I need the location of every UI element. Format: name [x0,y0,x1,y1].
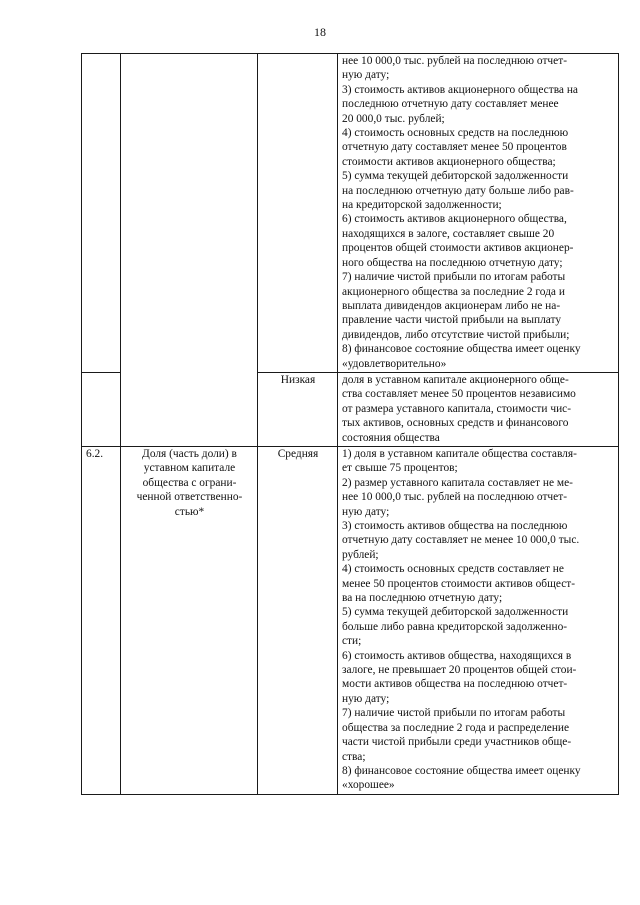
criteria-line: 3) стоимость активов общества на последнюю [342,520,568,532]
liquidity-level-cell [258,54,338,373]
criteria-line: 3) стоимость активов акционерного общества на [342,83,578,96]
criteria-line: больше либо равна кредиторской задолженно- [342,620,568,633]
row-number-cell: 6.2. [82,446,121,794]
table-row [82,54,619,373]
criteria-line: на кредиторской задолженности; [342,199,502,212]
criteria-line: 4) стоимость основных средств на последнюю [342,127,569,140]
criteria-line: ного общества на последнюю отчетную дату; [342,256,563,269]
criteria-line: 1) доля в уставном капитале общества составля- [342,447,577,460]
criteria-line: части чистой прибыли среди участников обще- [342,736,572,749]
criteria-line: акционерного общества за последние 2 года и [342,285,565,298]
criteria-line: мости активов общества на последнюю отчет- [342,678,568,691]
criteria-line: залоге, не превышает 20 процентов общей стои- [342,664,577,677]
criteria-line: тых активов, основных средств и финансового [342,417,569,430]
criteria-line: 5) сумма текущей дебиторской задолженности [342,170,569,183]
criteria-line: ную дату; [342,692,390,705]
criteria-line: 7) наличие чистой прибыли по итогам работы [342,707,566,720]
criteria-line: нее 10 000,0 тыс. рублей на последнюю отчет- [342,491,567,504]
criteria-line: нее 10 000,0 тыс. рублей на последнюю отчет- [342,55,567,67]
criteria-cell [338,372,619,446]
criteria-line: находящихся в залоге, составляет свыше 20 [342,227,555,240]
criteria-line: от размера уставного капитала, стоимости чис- [342,402,572,415]
criteria-line: ет свыше 75 процентов; [342,462,458,475]
criteria-line: состояния общества [342,431,440,444]
liquidity-level-cell: Низкая [258,372,338,446]
criteria-line: «хорошее» [342,779,395,792]
criteria-line: ную дату; [342,69,390,82]
criteria-line: 7) наличие чистой прибыли по итогам работы [342,271,566,284]
asset-name-line: ченной ответственно- [136,491,243,504]
criteria-line: 4) стоимость основных средств составляет не [342,563,564,576]
criteria-line: правление части чистой прибыли на выплату [342,314,562,327]
asset-name-line: стью* [174,505,205,518]
liquidity-level-cell: Средняя [258,446,338,794]
asset-name-line: Доля (часть доли) в [142,447,237,460]
criteria-line: последнюю отчетную дату составляет менее [342,98,559,111]
criteria-line: отчетную дату составляет менее 50 процентов [342,141,567,154]
criteria-cell [338,446,619,794]
criteria-line: 8) финансовое состояние общества имеет оценку [342,343,581,356]
criteria-line: ства; [342,750,366,763]
table-row [82,446,619,794]
criteria-line: выплата дивидендов акционерам либо не на- [342,299,561,312]
criteria-line: менее 50 процентов стоимости активов общест- [342,577,576,590]
criteria-line: дивидендов, либо отсутствие чистой прибыли; [342,328,570,341]
criteria-line: 8) финансовое состояние общества имеет оценку [342,764,581,777]
criteria-line: ва на последнюю отчетную дату; [342,592,503,605]
criteria-line: процентов общей стоимости активов акционер- [342,242,574,255]
row-number-cell [82,372,121,446]
criteria-line: рублей; [342,548,379,561]
asset-name-line: общества с ограни- [142,476,237,489]
criteria-line: ную дату; [342,505,390,518]
criteria-line: «удовлетворительно» [342,357,447,370]
criteria-line: ства составляет менее 50 процентов независимо [342,388,576,401]
criteria-line: доля в уставном капитале акционерного обще- [342,373,569,386]
criteria-line: общества за последние 2 года и распределение [342,721,570,734]
criteria-line: отчетную дату составляет не менее 10 000,0 тыс. [342,534,580,547]
page-number: 18 [314,25,326,39]
criteria-line: 6) стоимость активов акционерного общества, [342,213,567,226]
criteria-line: стоимости активов акционерного общества; [342,155,556,168]
asset-name-cell [121,446,258,794]
criteria-cell [338,54,619,373]
asset-name-cell [121,54,258,447]
criteria-line: сти; [342,635,362,648]
criteria-line: 2) размер уставного капитала составляет не ме- [342,476,573,489]
criteria-line: 5) сумма текущей дебиторской задолженности [342,606,569,619]
asset-name-line: уставном капитале [143,462,236,475]
criteria-line: 20 000,0 тыс. рублей; [342,112,445,125]
criteria-line: на последнюю отчетную дату больше либо рав- [342,184,574,197]
row-number-cell [82,54,121,373]
criteria-line: 6) стоимость активов общества, находящихся в [342,649,572,662]
assets-table [81,53,619,795]
